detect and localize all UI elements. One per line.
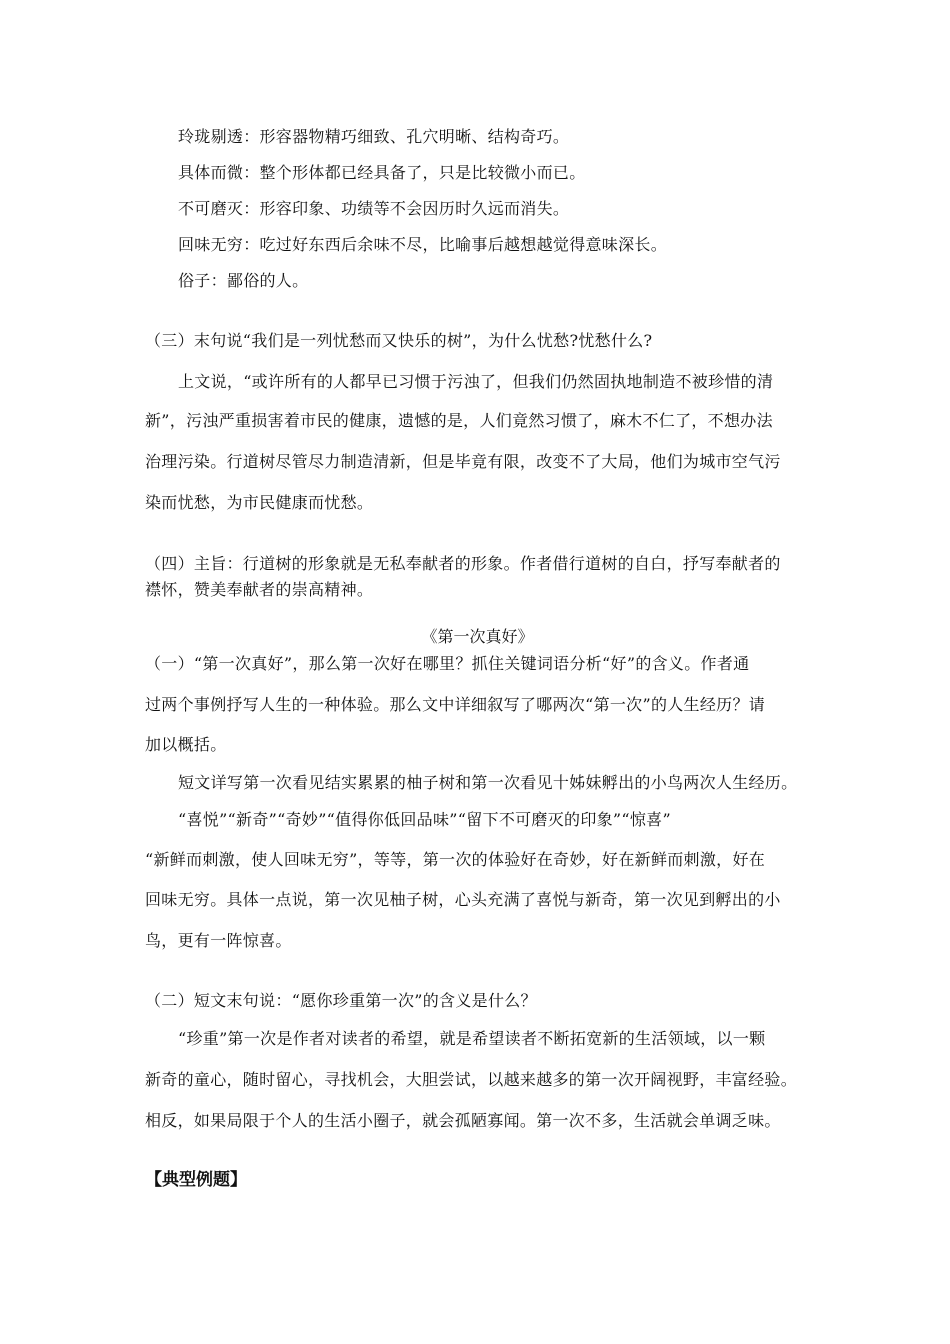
section3-answer-line: 新”，污浊严重损害着市民的健康，遗憾的是，人们竟然习惯了，麻木不仁了，不想办法 <box>145 411 773 430</box>
part1-question-line: 加以概括。 <box>145 735 227 754</box>
part1-question-line: 过两个事例抒写人生的一种体验。那么文中详细叙写了哪两次“第一次”的人生经历？请 <box>145 695 766 714</box>
section4-line: （四）主旨：行道树的形象就是无私奉献者的形象。作者借行道树的自白，抒写奉献者的 <box>145 554 781 573</box>
definition-item: 回味无穷：吃过好东西后余味不尽，比喻事后越想越觉得意味深长。 <box>178 235 668 254</box>
part2-question: （二）短文末句说：“愿你珍重第一次”的含义是什么？ <box>145 991 537 1010</box>
definition-item: 玲珑剔透：形容器物精巧细致、孔穴明晰、结构奇巧。 <box>178 127 570 146</box>
part1-question-line: （一）“第一次真好”，那么第一次好在哪里？抓住关键词语分析“好”的含义。作者通 <box>145 654 750 673</box>
definition-item: 不可磨灭：形容印象、功绩等不会因历时久远而消失。 <box>178 199 570 218</box>
section3-answer-line: 染而忧愁，为市民健康而忧愁。 <box>145 493 374 512</box>
section3-question: （三）末句说“我们是一列忧愁而又快乐的树”，为什么忧愁?忧愁什么? <box>145 331 653 350</box>
part1-answer-line: “新鲜而刺激，使人回味无穷”，等等，第一次的体验好在奇妙，好在新鲜而刺激，好在 <box>145 850 766 869</box>
section3-answer-line: 上文说，“或许所有的人都早已习惯于污浊了，但我们仍然固执地制造不被珍惜的清 <box>178 372 774 391</box>
section3-answer-line: 治理污染。行道树尽管尽力制造清新，但是毕竟有限，改变不了大局，他们为城市空气污 <box>145 452 781 471</box>
part1-answer-line: 回味无穷。具体一点说，第一次见柚子树，心头充满了喜悦与新奇，第一次见到孵出的小 <box>145 890 781 909</box>
definition-item: 具体而微：整个形体都已经具备了，只是比较微小而已。 <box>178 163 586 182</box>
section4-line: 襟怀，赞美奉献者的崇高精神。 <box>145 580 374 599</box>
definition-item: 俗子：鄙俗的人。 <box>178 271 309 290</box>
part1-answer-line: “喜悦”“新奇”“奇妙”“值得你低回品味”“留下不可磨灭的印象”“惊喜” <box>178 810 671 829</box>
part2-answer-line: “珍重”第一次是作者对读者的希望，就是希望读者不断拓宽新的生活领域，以一颗 <box>178 1029 766 1048</box>
typical-examples-heading: 【典型例题】 <box>145 1170 247 1190</box>
part1-answer-line: 鸟，更有一阵惊喜。 <box>145 931 292 950</box>
part2-answer-line: 新奇的童心，随时留心，寻找机会，大胆尝试，以越来越多的第一次开阔视野，丰富经验。 <box>145 1070 798 1089</box>
article-title: 《第一次真好》 <box>421 627 534 646</box>
part2-answer-line: 相反，如果局限于个人的生活小圈子，就会孤陋寡闻。第一次不多，生活就会单调乏味。 <box>145 1111 781 1130</box>
part1-answer-line: 短文详写第一次看见结实累累的柚子树和第一次看见十姊妹孵出的小鸟两次人生经历。 <box>178 773 798 792</box>
